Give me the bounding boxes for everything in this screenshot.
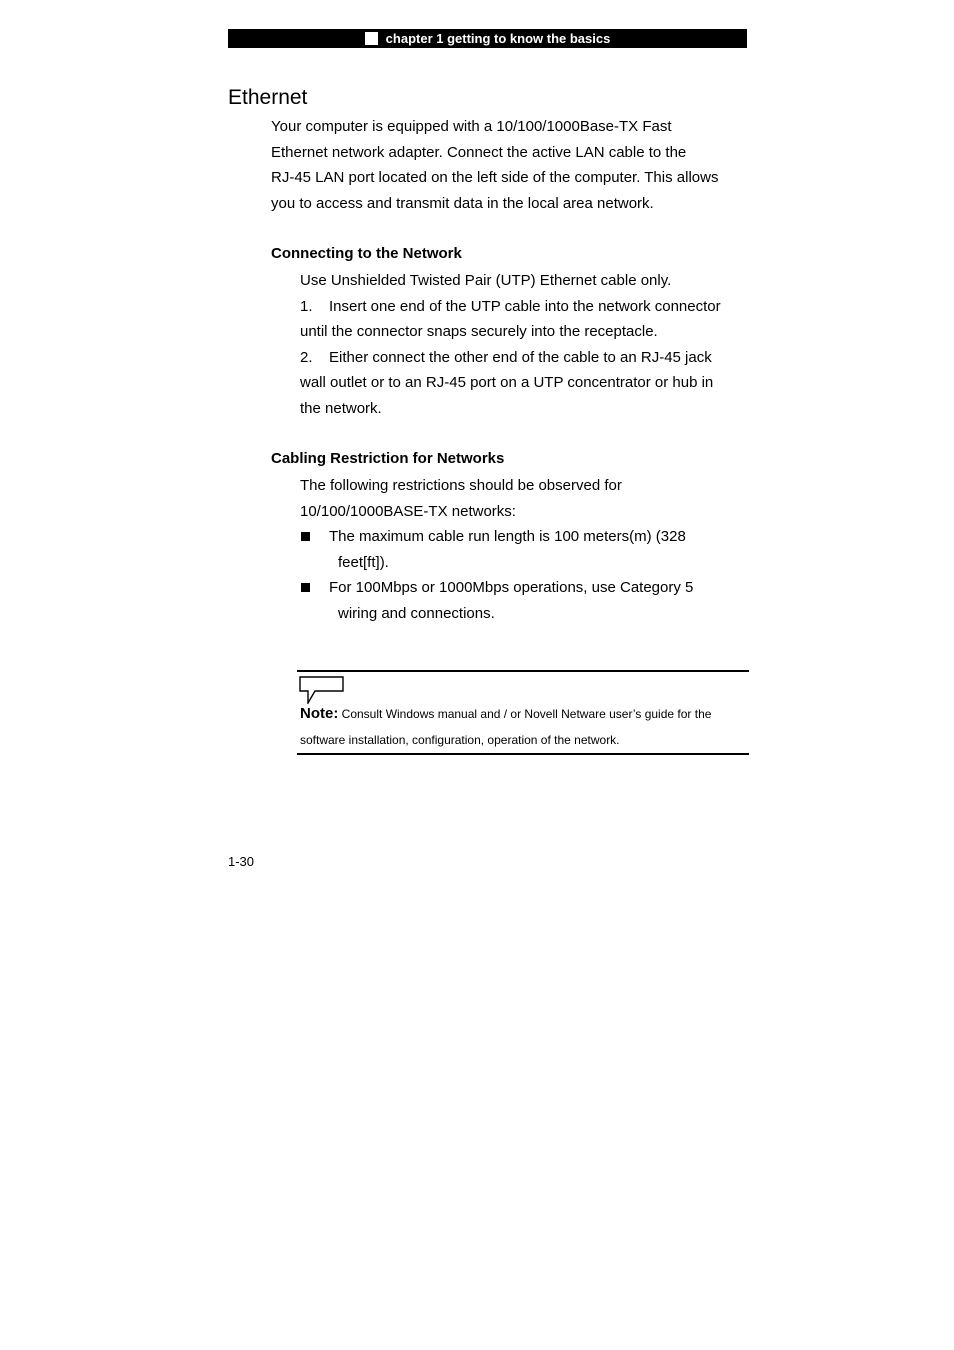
connecting-lead: Use Unshielded Twisted Pair (UTP) Ethernet cable only. [300,272,672,289]
bullet-item [300,575,750,601]
bullet-continuation: wiring and connections. [338,604,495,622]
bullet-text: For 100Mbps or 1000Mbps operations, use Category 5 [329,579,694,597]
intro-line: Your computer is equipped with a 10/100/1000Base-TX Fast [271,118,672,135]
note-line: software installation, configuration, operation of the network. [300,733,620,747]
square-bullet-icon [301,583,310,592]
header-square-icon [365,32,378,45]
step-text: Insert one end of the UTP cable into the network connector [329,297,721,315]
intro-line: RJ-45 LAN port located on the left side of the computer. This allows [271,169,719,187]
step-number: 2. [300,348,313,366]
note-line: Consult Windows manual and / or Novell Netware user’s guide for the [341,707,712,721]
cabling-lead-line: 10/100/1000BASE-TX networks: [300,502,516,520]
step-continuation: wall outlet or to an RJ-45 port on a UTP concentrator or hub in [300,374,714,392]
connecting-heading: Connecting to the Network [271,245,462,262]
step-text: Either connect the other end of the cable to an RJ-45 jack [329,348,712,366]
connecting-body [300,268,750,422]
speech-bubble-icon [299,676,345,704]
intro-paragraph [271,114,751,216]
step-continuation: until the connector snaps securely into the receptacle. [300,323,658,341]
step-continuation: the network. [300,399,382,417]
note-box [297,670,749,755]
chapter-header-bar [228,29,747,48]
bullet-item [300,524,750,550]
intro-line: you to access and transmit data in the local area network. [271,194,654,212]
cabling-lead-line: The following restrictions should be observed for [300,477,622,494]
step-item [300,294,750,320]
section-title: Ethernet [228,86,308,109]
step-number: 1. [300,297,313,315]
bullet-text: The maximum cable run length is 100 meters(m) (328 [329,528,686,546]
bullet-continuation: feet[ft]). [338,553,389,571]
note-text [300,701,748,753]
step-item [300,345,750,371]
note-label: Note: [300,705,339,722]
cabling-body [300,473,750,627]
square-bullet-icon [301,532,310,541]
cabling-heading: Cabling Restriction for Networks [271,450,505,467]
page-number: 1-30 [228,854,255,869]
chapter-title: chapter 1 getting to know the basics [385,31,611,46]
intro-line: Ethernet network adapter. Connect the active LAN cable to the [271,143,687,161]
